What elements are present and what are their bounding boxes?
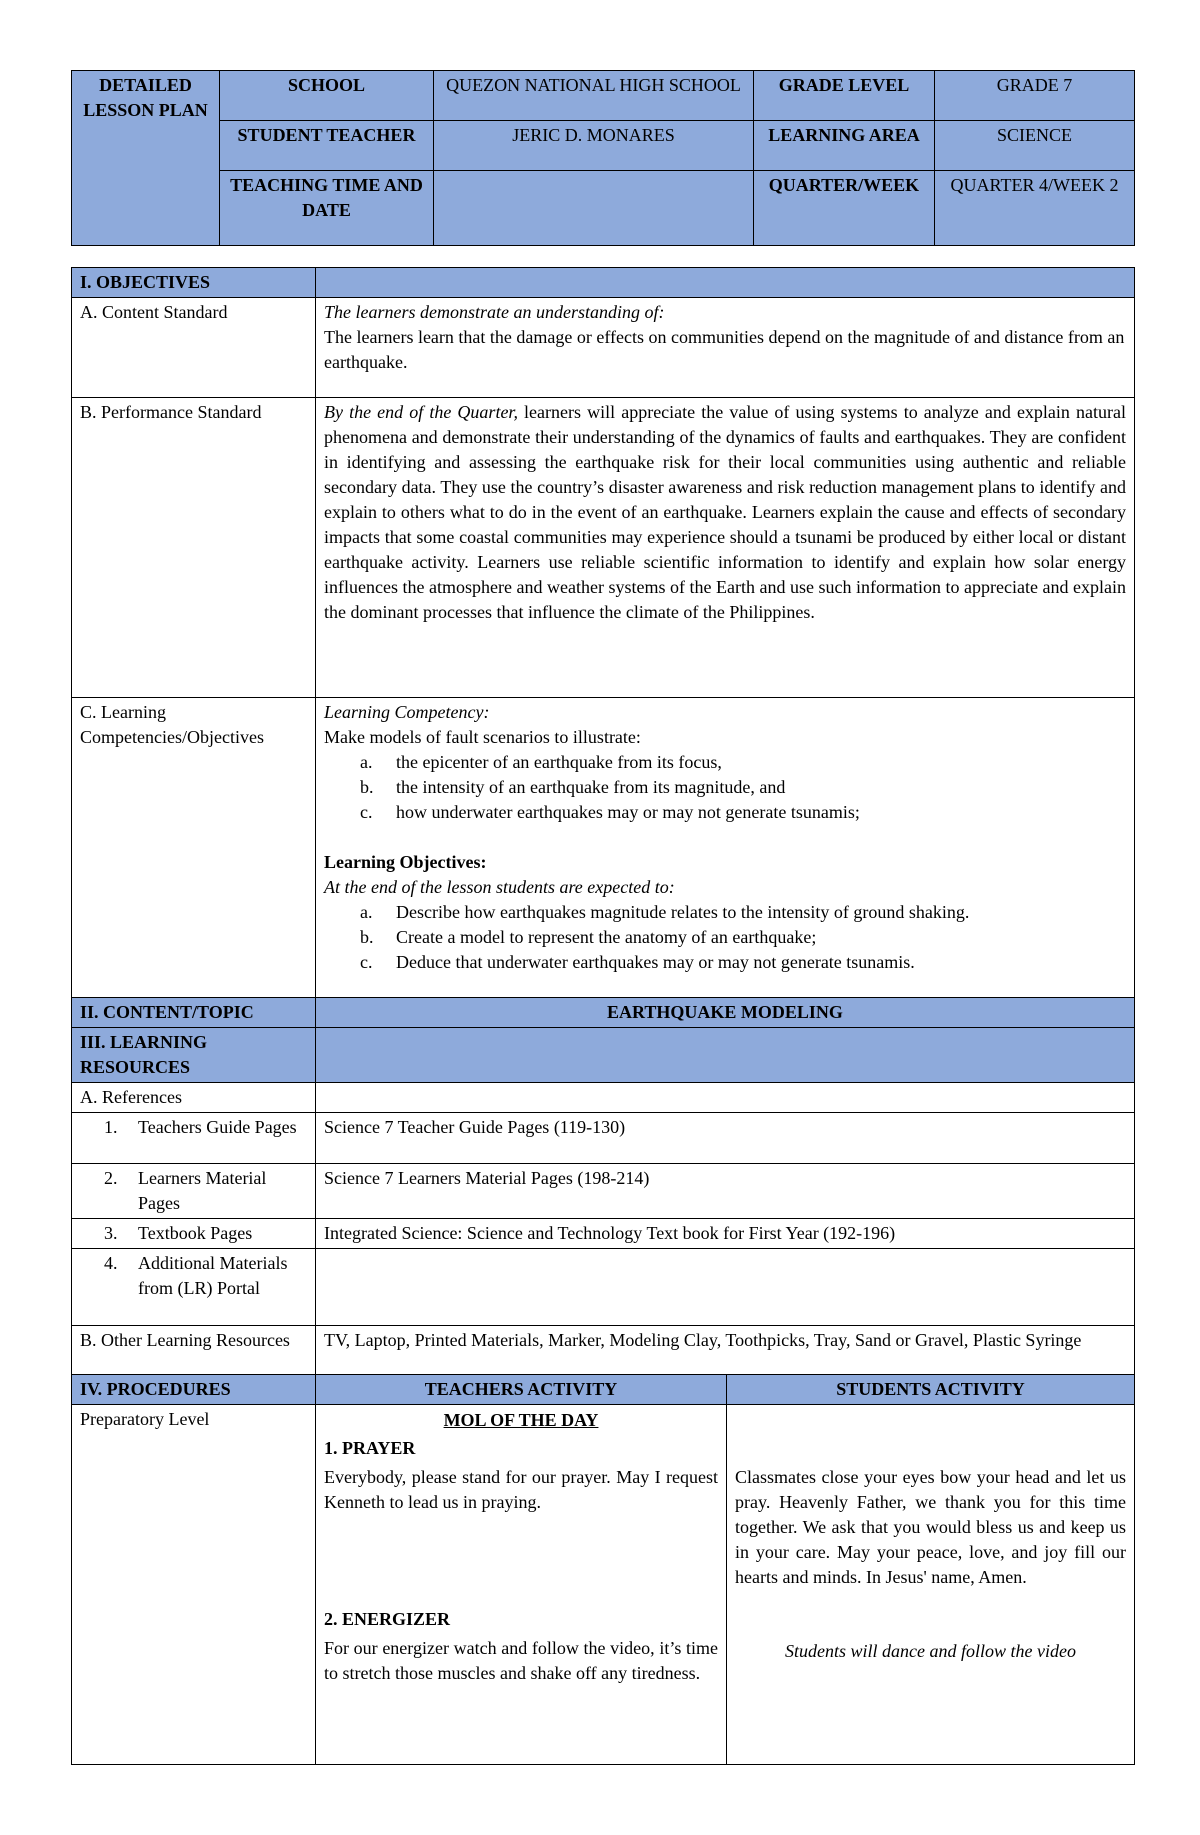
performance-standard [316,398,1135,698]
teacher-label: STUDENT TEACHER [220,121,434,171]
resources-heading: III. LEARNING RESOURCES [72,1028,316,1083]
dlp-label: DETAILED LESSON PLAN [72,71,220,246]
objective-item: b. Create a model to represent the anatomy of an earthquake; [360,927,817,947]
content-standard [316,298,1135,398]
energizer-teacher: For our energizer watch and follow the video, it’s time to stretch those muscles and shake off any tiredness. [324,1638,718,1683]
grade-label: GRADE LEVEL [754,71,935,121]
student-activity [727,1405,1135,1765]
procedures-heading: IV. PROCEDURES [72,1375,316,1405]
prayer-teacher: Everybody, please stand for our prayer. May I request Kenneth to lead us in praying. [324,1467,718,1512]
objectives-heading: I. OBJECTIVES [72,268,316,298]
competency-text: Make models of fault scenarios to illustrate: [324,727,641,747]
ref-label: 2. Learners Material Pages [72,1164,316,1219]
preparatory-level-label: Preparatory Level [72,1405,316,1765]
students-activity-heading: STUDENTS ACTIVITY [727,1375,1135,1405]
competencies-label: C. Learning Competencies/Objectives [72,698,316,998]
ref-value: Science 7 Learners Material Pages (198-214) [316,1164,1135,1219]
competency-item: a. the epicenter of an earthquake from its focus, [360,752,722,772]
energizer-student: Students will dance and follow the video [785,1641,1076,1661]
objective-item: c. Deduce that underwater earthquakes may or may not generate tsunamis. [360,952,915,972]
ref-label: 1. Teachers Guide Pages [72,1113,316,1164]
ref-label: 4. Additional Materials from (LR) Portal [72,1249,316,1326]
ref-label: 3. Textbook Pages [72,1219,316,1249]
area-value: SCIENCE [935,121,1135,171]
lesson-header-table [71,70,1135,246]
time-value [434,171,754,246]
other-resources-value: TV, Laptop, Printed Materials, Marker, Modeling Clay, Toothpicks, Tray, Sand or Gravel, Plastic Syringe [316,1326,1135,1401]
learning-objectives-intro: At the end of the lesson students are expected to: [324,877,675,897]
objective-item: a. Describe how earthquakes magnitude relates to the intensity of ground shaking. [360,902,970,922]
competency-item: c. how underwater earthquakes may or may not generate tsunamis; [360,802,860,822]
performance-standard-label: B. Performance Standard [72,398,316,698]
time-label: TEACHING TIME AND DATE [220,171,434,246]
content-standard-text: The learners learn that the damage or effects on communities depend on the magnitude of and distance from an earthquake. [324,327,1125,372]
performance-standard-intro: By the end of the Quarter, [324,402,518,422]
school-value: QUEZON NATIONAL HIGH SCHOOL [434,71,754,121]
prayer-student: Classmates close your eyes bow your head and let us pray. Heavenly Father, we thank you for this time together. We ask that you would bless us and keep us in your care. May your peace, love, and joy fill our hearts and minds. In Jesus' name, Amen. [735,1467,1126,1587]
competency-item: b. the intensity of an earthquake from its magnitude, and [360,777,786,797]
quarter-value: QUARTER 4/WEEK 2 [935,171,1135,246]
topic-title: EARTHQUAKE MODELING [316,998,1135,1028]
area-label: LEARNING AREA [754,121,935,171]
performance-standard-text: learners will appreciate the value of using systems to analyze and explain natural phenomena and demonstrate their understanding of the dynamics of faults and earthquakes. They are confident in identifying and assessing the earthquake risk for their local communities using authentic and reliable secondary data. They use the country’s disaster awareness and risk reduction management plans to identify and explain to others what to do in the event of an earthquake. Learners explain the cause and effects of secondary impacts that some coastal communities may experience should a tsunami be produced by either local or distant earthquake activity. Learners use reliable scientific information to identify and explain how solar energy influences the atmosphere and weather systems of the Earth and use such information to appreciate and explain the dominant processes that influence the climate of the Philippines. [324,402,1126,622]
other-resources-label: B. Other Learning Resources [72,1326,316,1401]
references-label: A. References [72,1083,316,1113]
mol-title: MOL OF THE DAY [443,1410,599,1430]
content-standard-intro: The learners demonstrate an understanding of: [324,302,665,322]
ref-value: Science 7 Teacher Guide Pages (119-130) [316,1113,1135,1164]
energizer-title: 2. ENERGIZER [324,1609,451,1629]
learning-objectives-title: Learning Objectives: [324,852,487,872]
school-label: SCHOOL [220,71,434,121]
teachers-activity-heading: TEACHERS ACTIVITY [316,1375,727,1405]
content-standard-label: A. Content Standard [72,298,316,398]
grade-value: GRADE 7 [935,71,1135,121]
content-heading: II. CONTENT/TOPIC [72,998,316,1028]
competency-intro: Learning Competency: [324,702,490,722]
teacher-activity [316,1405,727,1765]
lesson-body-table [71,267,1135,1401]
prayer-title: 1. PRAYER [324,1438,416,1458]
ref-value: Integrated Science: Science and Technology Text book for First Year (192-196) [316,1219,1135,1249]
procedures-table [71,1374,1135,1765]
ref-value [316,1249,1135,1326]
quarter-label: QUARTER/WEEK [754,171,935,246]
teacher-value: JERIC D. MONARES [434,121,754,171]
competencies [316,698,1135,998]
